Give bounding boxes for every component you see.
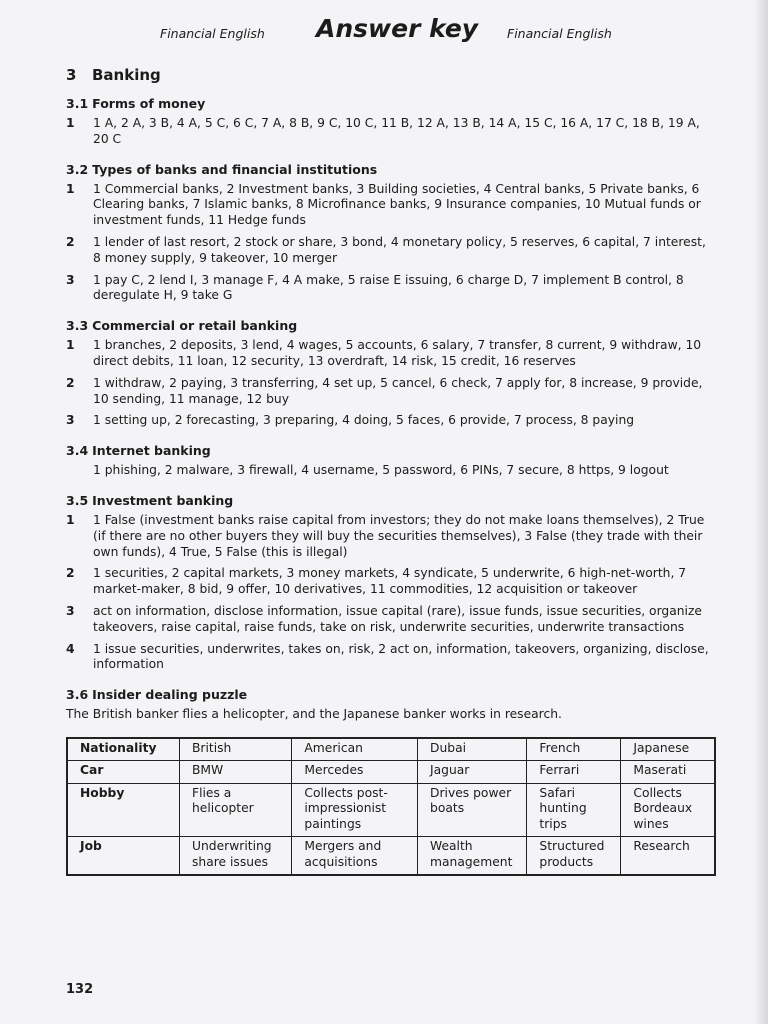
answer-item	[66, 604, 716, 636]
section-name: Insider dealing puzzle	[92, 687, 248, 703]
table-cell: Maserati	[621, 761, 715, 784]
section-title	[66, 443, 716, 458]
section-name: Types of banks and financial institutions	[92, 161, 378, 177]
table-cell: Japanese	[621, 738, 715, 761]
sections-container	[66, 96, 716, 673]
section-name: Forms of money	[92, 96, 206, 111]
exercise-number: 2	[66, 234, 75, 249]
header-title: Answer key	[316, 14, 479, 43]
section-puzzle	[66, 687, 716, 876]
exercise-number: 4	[66, 641, 75, 656]
table-row	[67, 837, 715, 876]
table-row	[67, 783, 715, 837]
answer-item	[66, 376, 716, 408]
table-cell: Dubai	[418, 738, 527, 761]
page-header	[0, 14, 768, 54]
table-cell: Jaguar	[418, 761, 527, 784]
answer-text: 1 securities, 2 capital markets, 3 money markets, 4 syndicate, 5 underwrite, 6 high-net-worth, 7 market-maker, 8 bid, 9 offer, 10 derivatives, 11 commodities, 12 acquisition or takeover	[93, 566, 687, 597]
chapter-heading	[66, 66, 716, 84]
chapter-title: Banking	[92, 66, 161, 84]
answer-text: 1 Commercial banks, 2 Investment banks, 3 Building societies, 4 Central banks, 5 Private banks, 6 Clearing banks, 7 Islamic banks, 8 Microfinance banks, 9 Insurance companies, 10 Mutual funds or investment funds, 11 Hedge funds	[93, 181, 701, 228]
answer-item	[66, 235, 716, 267]
answer-text: 1 branches, 2 deposits, 3 lend, 4 wages, 5 accounts, 6 salary, 7 transfer, 8 current, 9 withdraw, 10 direct debits, 11 loan, 12 security, 13 overdraft, 14 risk, 15 credit, 16 reserves	[93, 338, 702, 368]
section-title	[66, 162, 716, 177]
section-number: 3.3	[66, 318, 89, 334]
section-name: Commercial or retail banking	[92, 318, 298, 334]
answer-text: 1 setting up, 2 forecasting, 3 preparing, 4 doing, 5 faces, 6 provide, 7 process, 8 paying	[93, 413, 635, 428]
section-title	[66, 318, 716, 333]
answer-text: act on information, disclose information, issue capital (rare), issue funds, issue securities, organize takeovers, raise capital, raise funds, take on risk, underwrite securities, underwrite transactions	[93, 603, 702, 634]
exercise-number: 1	[66, 512, 75, 527]
table-cell: Ferrari	[527, 761, 621, 784]
answer-text: 1 issue securities, underwrites, takes on, risk, 2 act on, information, takeovers, organizing, disclose, information	[93, 641, 709, 672]
answer-text: 1 pay C, 2 lend I, 3 manage F, 4 A make, 5 raise E issuing, 6 charge D, 7 implement B control, 8 deregulate H, 9 take G	[93, 272, 684, 303]
table-cell: British	[180, 738, 292, 761]
section-number: 3.4	[66, 443, 89, 459]
section-title	[66, 687, 716, 702]
row-header: Nationality	[67, 738, 180, 761]
section-number: 3.5	[66, 492, 89, 508]
answer-text: 1 withdraw, 2 paying, 3 transferring, 4 set up, 5 cancel, 6 check, 7 apply for, 8 increase, 9 provide, 10 sending, 11 manage, 12 buy	[93, 375, 703, 406]
answer-item	[66, 642, 716, 674]
section-number: 3.6	[66, 687, 89, 703]
table-cell: French	[527, 738, 621, 761]
table-cell: Drives power boats	[418, 783, 527, 837]
table-row	[67, 738, 715, 761]
section-3-2	[66, 162, 716, 305]
chapter-number: 3	[66, 66, 77, 84]
table-cell: BMW	[180, 761, 292, 784]
exercise-number: 3	[66, 603, 75, 618]
puzzle-table	[66, 737, 716, 877]
section-number: 3.1	[66, 96, 89, 111]
answer-text: 1 lender of last resort, 2 stock or share, 3 bond, 4 monetary policy, 5 reserves, 6 capital, 7 interest, 8 money supply, 9 takeover, 10 merger	[93, 234, 706, 265]
header-left-label: Financial English	[160, 26, 265, 41]
row-header: Job	[67, 837, 180, 876]
table-cell: Underwriting share issues	[180, 837, 292, 876]
answer-item	[66, 182, 716, 229]
table-cell: Collects post-impressionist paintings	[292, 783, 418, 837]
row-header: Car	[67, 761, 180, 784]
answer-item	[66, 338, 716, 370]
exercise-number: 2	[66, 375, 75, 390]
table-cell: Flies a helicopter	[180, 783, 292, 837]
table-cell: Wealth management	[418, 837, 527, 876]
answer-text: 1 A, 2 A, 3 B, 4 A, 5 C, 6 C, 7 A, 8 B, 9 C, 10 C, 11 B, 12 A, 13 B, 14 A, 15 C, 16 A, 17 C, 18 B, 19 A, 20 C	[93, 116, 700, 146]
section-number: 3.2	[66, 161, 89, 177]
table-cell: Mergers and acquisitions	[292, 837, 418, 876]
table-cell: Structured products	[527, 837, 621, 876]
section-name: Internet banking	[92, 443, 211, 459]
table-cell: American	[292, 738, 418, 761]
section-3-5	[66, 493, 716, 673]
section-3-4	[66, 443, 716, 479]
answer-key-content	[66, 66, 716, 890]
table-cell: Collects Bordeaux wines	[621, 783, 715, 837]
section-3-3	[66, 318, 716, 429]
row-header: Hobby	[67, 783, 180, 837]
table-cell: Research	[621, 837, 715, 876]
answer-item: 1 phishing, 2 malware, 3 firewall, 4 username, 5 password, 6 PINs, 7 secure, 8 https, 9 logout	[93, 463, 669, 478]
table-cell: Safari hunting trips	[527, 783, 621, 837]
answer-item	[66, 413, 716, 429]
page-number: 132	[66, 982, 94, 997]
exercise-number: 1	[66, 116, 75, 130]
answer-item	[66, 513, 716, 560]
exercise-number: 1	[66, 181, 75, 196]
header-right-label: Financial English	[507, 26, 612, 41]
puzzle-intro: The British banker flies a helicopter, and the Japanese banker works in research.	[66, 707, 562, 722]
answer-item	[66, 566, 716, 598]
section-title	[66, 96, 716, 111]
table-cell: Mercedes	[292, 761, 418, 784]
page-edge-shadow	[754, 0, 768, 1024]
table-row	[67, 761, 715, 784]
exercise-number: 2	[66, 566, 75, 581]
section-name: Investment banking	[92, 492, 234, 508]
answer-item	[66, 116, 716, 148]
answer-text: 1 False (investment banks raise capital from investors; they do not make loans themselves), 2 True (if there are no other buyers they will buy the securities themselves), 3 False (they trade with their own funds), 4 True, 5 False (this is illegal)	[93, 512, 705, 559]
exercise-number: 3	[66, 272, 75, 287]
exercise-number: 1	[66, 338, 75, 353]
answer-item	[66, 273, 716, 305]
section-3-1	[66, 96, 716, 148]
section-title	[66, 493, 716, 508]
exercise-number: 3	[66, 413, 75, 428]
